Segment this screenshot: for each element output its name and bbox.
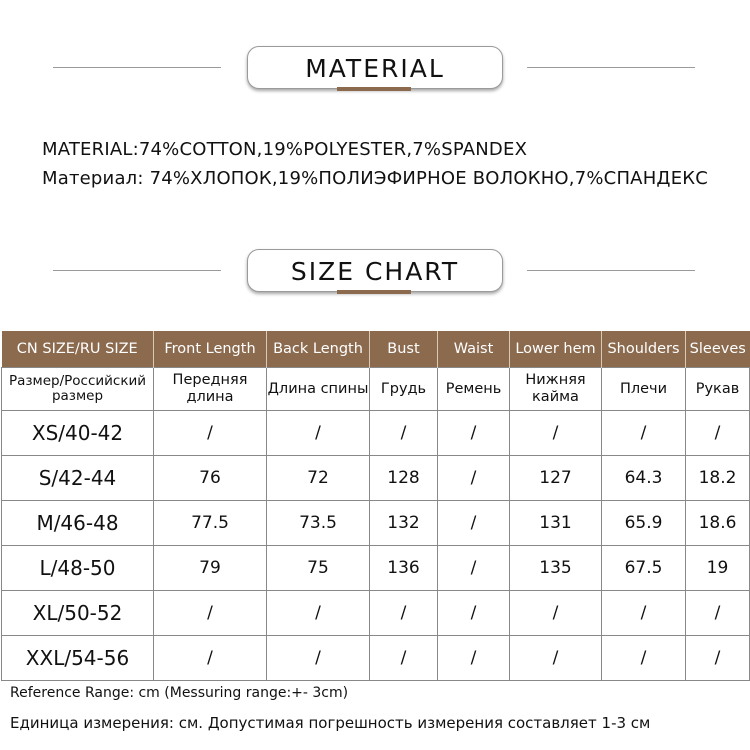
ru-header-back-length: Длина спины xyxy=(267,368,370,411)
table-row xyxy=(2,636,750,681)
material-composition-ru: Материал: 74%ХЛОПОК,19%ПОЛИЭФИРНОЕ ВОЛОКНО,7%СПАНДЕКС xyxy=(42,168,709,189)
table-row xyxy=(2,456,750,501)
table-cell-size: L/48-50 xyxy=(2,546,154,591)
table-cell: 18.6 xyxy=(686,501,750,546)
table-cell: 128 xyxy=(370,456,438,501)
table-cell: / xyxy=(438,411,510,456)
table-cell: 76 xyxy=(154,456,267,501)
ru-header-front-length: Передняя длина xyxy=(154,368,267,411)
table-cell: / xyxy=(686,591,750,636)
ru-header-bust: Грудь xyxy=(370,368,438,411)
table-cell: / xyxy=(510,591,602,636)
header-back-length: Back Length xyxy=(267,331,370,368)
size-table xyxy=(1,331,750,681)
divider-left xyxy=(53,270,221,271)
table-cell-size: XXL/54-56 xyxy=(2,636,154,681)
table-cell: / xyxy=(154,636,267,681)
table-cell: 136 xyxy=(370,546,438,591)
divider-right xyxy=(527,67,695,68)
material-composition-en: MATERIAL:74%COTTON,19%POLYESTER,7%SPANDEX xyxy=(42,139,528,160)
table-cell: 18.2 xyxy=(686,456,750,501)
header-front-length: Front Length xyxy=(154,331,267,368)
header-bust: Bust xyxy=(370,331,438,368)
table-cell-size: S/42-44 xyxy=(2,456,154,501)
table-cell: 135 xyxy=(510,546,602,591)
table-cell: / xyxy=(438,546,510,591)
table-cell: / xyxy=(370,591,438,636)
ru-header-size: Размер/Российский размер xyxy=(2,368,154,411)
table-cell-size: XS/40-42 xyxy=(2,411,154,456)
header-lower-hem: Lower hem xyxy=(510,331,602,368)
table-cell: / xyxy=(438,501,510,546)
table-row xyxy=(2,411,750,456)
reference-range-note-en: Reference Range: cm (Messuring range:+- 3cm) xyxy=(10,685,349,701)
table-cell: 67.5 xyxy=(602,546,686,591)
table-cell: / xyxy=(267,591,370,636)
ru-header-waist: Ремень xyxy=(438,368,510,411)
table-ru-header-row xyxy=(2,368,750,411)
table-cell: / xyxy=(602,411,686,456)
table-cell-size: XL/50-52 xyxy=(2,591,154,636)
table-cell-size: M/46-48 xyxy=(2,501,154,546)
size-chart-heading xyxy=(0,249,750,299)
table-cell: 65.9 xyxy=(602,501,686,546)
table-cell: 19 xyxy=(686,546,750,591)
ru-header-shoulders: Плечи xyxy=(602,368,686,411)
table-cell: 73.5 xyxy=(267,501,370,546)
header-sleeves: Sleeves xyxy=(686,331,750,368)
table-cell: / xyxy=(370,636,438,681)
divider-left xyxy=(53,67,221,68)
table-row xyxy=(2,591,750,636)
ru-header-sleeves: Рукав xyxy=(686,368,750,411)
table-cell: 127 xyxy=(510,456,602,501)
table-cell: 132 xyxy=(370,501,438,546)
table-cell: / xyxy=(438,591,510,636)
table-cell: / xyxy=(438,636,510,681)
table-cell: / xyxy=(370,411,438,456)
table-cell: / xyxy=(686,411,750,456)
material-heading xyxy=(0,46,750,96)
ru-header-lower-hem: Нижняя кайма xyxy=(510,368,602,411)
table-row xyxy=(2,501,750,546)
table-cell: / xyxy=(267,411,370,456)
header-waist: Waist xyxy=(438,331,510,368)
table-row xyxy=(2,546,750,591)
heading-accent-bar xyxy=(337,87,411,91)
table-cell: / xyxy=(438,456,510,501)
table-cell: / xyxy=(602,636,686,681)
material-heading-label: MATERIAL xyxy=(247,46,503,89)
table-cell: / xyxy=(686,636,750,681)
header-size: CN SIZE/RU SIZE xyxy=(2,331,154,368)
table-cell: 64.3 xyxy=(602,456,686,501)
size-chart-heading-label: SIZE CHART xyxy=(247,249,503,292)
table-cell: / xyxy=(510,636,602,681)
table-cell: / xyxy=(267,636,370,681)
table-cell: / xyxy=(510,411,602,456)
table-cell: 79 xyxy=(154,546,267,591)
table-cell: 131 xyxy=(510,501,602,546)
table-cell: / xyxy=(154,591,267,636)
table-cell: 77.5 xyxy=(154,501,267,546)
table-cell: / xyxy=(602,591,686,636)
header-shoulders: Shoulders xyxy=(602,331,686,368)
reference-range-note-ru: Единица измерения: см. Допустимая погрешность измерения составляет 1-3 см xyxy=(10,714,651,732)
table-cell: 72 xyxy=(267,456,370,501)
table-header-row xyxy=(2,331,750,368)
heading-accent-bar xyxy=(337,290,411,294)
table-cell: / xyxy=(154,411,267,456)
table-cell: 75 xyxy=(267,546,370,591)
divider-right xyxy=(527,270,695,271)
